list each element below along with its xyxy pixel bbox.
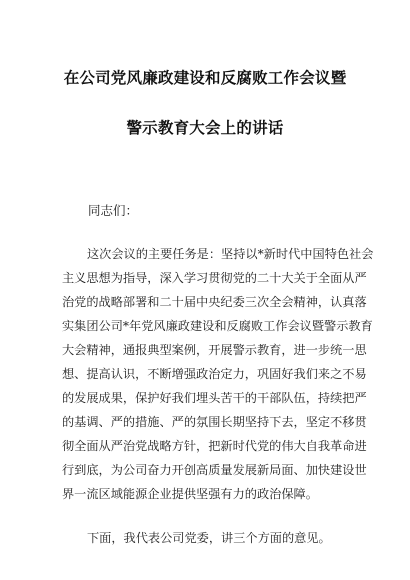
paragraph-line: 大会精神，通报典型案例，开展警示教育，进一步统一思: [62, 343, 367, 357]
paragraph-line: 主义思想为指导，深入学习贯彻党的二十大关于全面从严: [62, 271, 367, 285]
paragraph-line: 实集团公司*年党风廉政建设和反腐败工作会议暨警示教育: [62, 319, 373, 333]
paragraph-line: 下面，我代表公司党委，讲三个方面的意见。: [87, 531, 331, 545]
paragraph-line: 的基调、严的措施、严的氛围长期坚持下去，坚定不移贯: [62, 415, 367, 429]
paragraph-line: 的发展成果，保护好我们埋头苦干的干部队伍，持续把严: [62, 391, 367, 405]
paragraph-line: 想、提高认识，不断增强政治定力，巩固好我们来之不易: [62, 367, 367, 381]
speech-title-line-1: 在公司党风廉政建设和反腐败工作会议暨: [63, 69, 347, 87]
paragraph-line: 界一流区域能源企业提供坚强有力的政治保障。: [62, 487, 318, 501]
salutation: 同志们：: [88, 203, 139, 218]
speech-title-line-2: 警示教育大会上的讲话: [126, 119, 284, 137]
paragraph-line: 治党的战略部署和二十届中央纪委三次全会精神，认真落: [62, 295, 367, 309]
paragraph-line: 行到底，为公司奋力开创高质量发展新局面、加快建设世: [62, 463, 367, 477]
paragraph-line: 彻全面从严治党战略方针，把新时代党的伟大自我革命进: [62, 439, 367, 453]
paragraph-line: 这次会议的主要任务是：坚持以*新时代中国特色社会: [87, 247, 374, 261]
